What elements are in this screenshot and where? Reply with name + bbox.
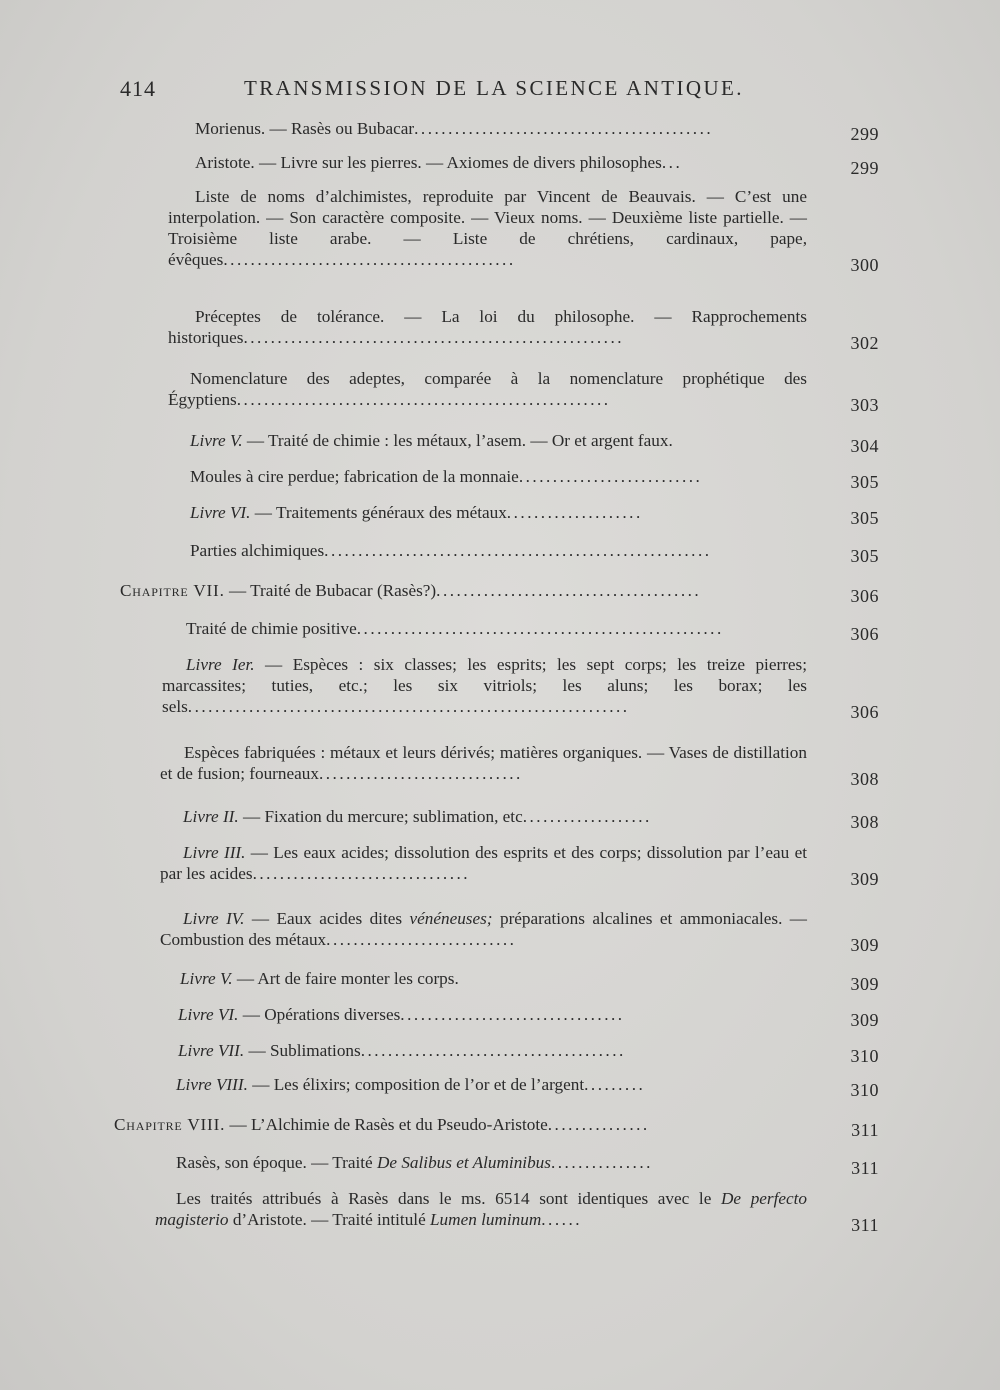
entry-page: 309 (850, 935, 879, 955)
toc-entry (195, 152, 879, 178)
entry-text: Aristote. — Livre sur les pierres. — Axiomes de divers philosophes (195, 153, 662, 172)
chapter-label: Chapitre VIII. (114, 1115, 226, 1134)
entry-text: — Espèces : six classes; les esprits; les sept corps; les treize pierres; marcassites; tuties, etc.; les six vitriols; les aluns; les borax; les sels (162, 655, 807, 716)
entry-page: 299 (850, 158, 879, 178)
entry-page: 309 (850, 1010, 879, 1030)
entry-page: 305 (850, 508, 879, 528)
entry-text: — Sublimations (244, 1041, 361, 1060)
entry-text: — Traité de chimie : les métaux, l’asem. — Or et argent faux. (242, 431, 673, 450)
entry-label: Livre III. (183, 843, 246, 862)
toc-entry (178, 1040, 879, 1066)
entry-text: Rasès, son époque. — Traité (176, 1153, 377, 1172)
page-number: 414 (120, 76, 156, 101)
leader-dots: ............................ (326, 930, 517, 949)
toc-entry (178, 1004, 879, 1030)
toc-entry (120, 580, 879, 606)
entry-text: Nomenclature des adeptes, comparée à la nomenclature prophétique des Égyptiens (168, 369, 807, 409)
entry-label: Livre V. (180, 969, 233, 988)
chapter-label: Chapitre VII. (120, 581, 225, 600)
leader-dots: ............... (547, 1115, 650, 1134)
leader-dots: ......... (584, 1075, 646, 1094)
toc-entry (155, 1188, 879, 1235)
entry-italic: vénéneuses; (409, 909, 493, 928)
entry-italic-2: Lumen luminum (430, 1210, 542, 1229)
entry-text: — Traitements généraux des métaux (250, 503, 507, 522)
toc-entry (186, 618, 879, 644)
entry-page: 308 (850, 769, 879, 789)
entry-text: Espèces fabriquées : métaux et leurs dérivés; matières organiques. — Vases de distillation et de fusion; fourneaux (160, 743, 807, 783)
entry-label: Livre II. (183, 807, 239, 826)
entry-page: 299 (850, 124, 879, 144)
entry-text: — Eaux acides dites (244, 909, 410, 928)
entry-page: 311 (851, 1158, 879, 1178)
leader-dots: ................... (522, 807, 652, 826)
entry-text: — Les eaux acides; dissolution des esprits et des corps; dissolution par l’eau et par les acides (160, 843, 807, 883)
toc-entry (162, 654, 879, 722)
leader-dots: .................... (506, 503, 643, 522)
entry-page: 303 (850, 395, 879, 415)
toc-entry (180, 968, 879, 994)
entry-page: 309 (850, 869, 879, 889)
toc-entry (160, 908, 879, 955)
leader-dots: ............... (550, 1153, 653, 1172)
entry-page: 302 (850, 333, 879, 353)
entry-page: 306 (850, 586, 879, 606)
toc-entry (168, 306, 879, 353)
toc-entry (160, 842, 879, 889)
entry-label: Livre VIII. (176, 1075, 248, 1094)
leader-dots: ........................................................ (243, 328, 625, 347)
entry-text: — Opérations diverses (238, 1005, 401, 1024)
toc-entry (168, 186, 879, 275)
entry-label: Livre IV. (183, 909, 245, 928)
toc-entry (176, 1152, 879, 1178)
leader-dots: ....................................... (360, 1041, 626, 1060)
toc-entry (190, 502, 879, 528)
entry-italic: De Salibus et Aluminibus (377, 1153, 551, 1172)
entry-label: Livre VII. (178, 1041, 245, 1060)
entry-text: Parties alchimiques (190, 541, 325, 560)
entry-page: 311 (851, 1215, 879, 1235)
entry-page: 300 (850, 255, 879, 275)
leader-dots: ...... (541, 1210, 583, 1229)
entry-page: 311 (851, 1120, 879, 1140)
entry-text-continued: préparations alcalines et ammoniacales. — Combustion des métaux (160, 909, 807, 949)
entry-text: Moules à cire perdue; fabrication de la monnaie (190, 467, 519, 486)
entry-label: Livre VI. (178, 1005, 239, 1024)
leader-dots: ....................................... (436, 581, 702, 600)
leader-dots: ...................................................... (356, 619, 724, 638)
toc-entry (190, 540, 879, 566)
page-header (120, 70, 800, 110)
leader-dots: ................................................................. (187, 697, 630, 716)
leader-dots: ... (661, 153, 683, 172)
entry-page: 310 (850, 1080, 879, 1100)
entry-page: 305 (850, 472, 879, 492)
entry-text: Liste de noms d’alchimistes, reproduite par Vincent de Beauvais. — C’est une interpolation. — Son caractère composite. — Vieux noms. — Deuxième liste partielle. — Troisième liste arabe. — Liste de chrétiens, cardinaux, pape, évêques (168, 187, 807, 269)
entry-text: — L’Alchimie de Rasès et du Pseudo-Aristote (225, 1115, 548, 1134)
toc-entry (190, 466, 879, 492)
leader-dots: ........................... (518, 467, 703, 486)
toc-entry (114, 1114, 879, 1140)
entry-text: Traité de chimie positive (186, 619, 357, 638)
entry-text-continued: d’Aristote. — Traité intitulé (228, 1210, 430, 1229)
entry-italic: De perfecto magisterio (155, 1189, 808, 1229)
entry-text: — Fixation du mercure; sublimation, etc (238, 807, 523, 826)
entry-text: Morienus. — Rasès ou Bubacar (195, 119, 415, 138)
leader-dots: ....................................................... (236, 390, 611, 409)
toc-entry (183, 806, 879, 832)
entry-page: 305 (850, 546, 879, 566)
leader-dots: ................................ (252, 864, 471, 883)
running-title: TRANSMISSION DE LA SCIENCE ANTIQUE. (244, 76, 744, 100)
leader-dots: ......................................................... (324, 541, 712, 560)
leader-dots: ................................. (400, 1005, 625, 1024)
leader-dots: ........................................... (223, 250, 516, 269)
entry-page: 304 (850, 436, 879, 456)
entry-page: 308 (850, 812, 879, 832)
entry-page: 309 (850, 974, 879, 994)
toc-entry (168, 368, 879, 415)
entry-label: Livre VI. (190, 503, 251, 522)
toc-entry (176, 1074, 879, 1100)
toc-entry (195, 118, 879, 144)
leader-dots: ............................................ (414, 119, 714, 138)
entry-text: Préceptes de tolérance. — La loi du philosophe. — Rapprochements historiques (168, 307, 807, 347)
entry-text: — Art de faire monter les corps. (232, 969, 459, 988)
entry-page: 306 (850, 702, 879, 722)
entry-label: Livre Ier. (186, 655, 255, 674)
entry-page: 306 (850, 624, 879, 644)
entry-text: Les traités attribués à Rasès dans le ms. 6514 sont identiques avec le (176, 1189, 721, 1208)
entry-label: Livre V. (190, 431, 243, 450)
entry-text: — Les élixirs; composition de l’or et de l’argent (247, 1075, 585, 1094)
entry-text: — Traité de Bubacar (Rasès?) (224, 581, 437, 600)
entry-page: 310 (850, 1046, 879, 1066)
leader-dots: .............................. (318, 764, 523, 783)
toc-entry (190, 430, 879, 456)
toc-entry (160, 742, 879, 789)
